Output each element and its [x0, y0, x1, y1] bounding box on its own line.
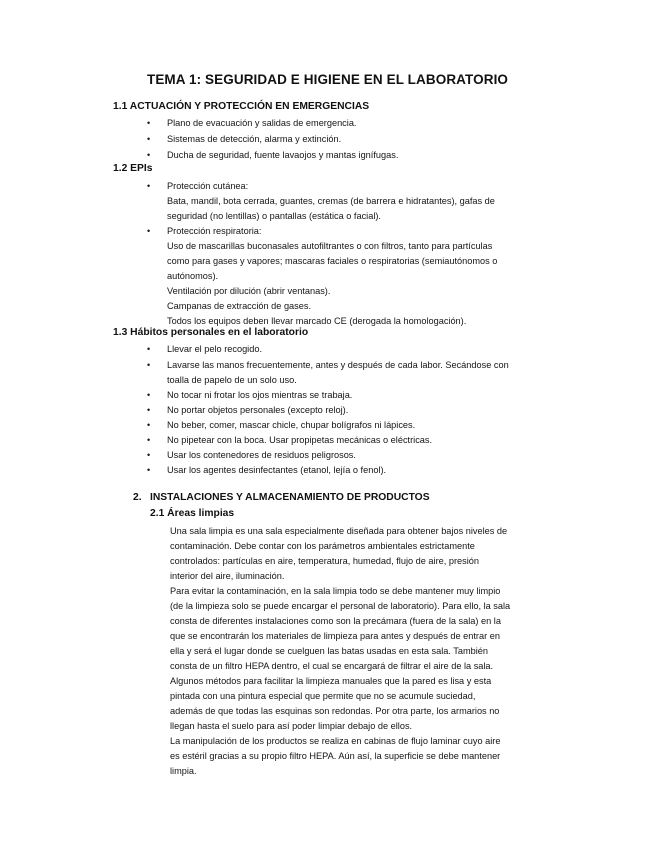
section-1-2-heading: 1.2 EPIs — [113, 163, 153, 174]
bullet-icon: • — [147, 118, 151, 128]
section-1-3-heading: 1.3 Hábitos personales en el laboratorio — [113, 327, 309, 338]
list-item-text: Usar los agentes desinfectantes (etanol, lejía o fenol). — [167, 465, 387, 475]
resp-line: Uso de mascarillas buconasales autofiltrantes o con filtros, tanto para partículas — [167, 241, 493, 251]
bullet-icon: • — [147, 150, 151, 160]
cutanea-line: seguridad (no lentillas) o pantallas (estática o facial). — [167, 211, 381, 221]
paragraph-line: interior del aire, iluminación. — [170, 571, 285, 581]
paragraph-line: llegan hasta el suelo para así poder limpiar debajo de ellos. — [170, 721, 413, 731]
bullet-icon: • — [147, 344, 151, 354]
list-item-text: Ducha de seguridad, fuente lavaojos y mantas ignífugas. — [167, 150, 399, 160]
page-title: TEMA 1: SEGURIDAD E HIGIENE EN EL LABORATORIO — [146, 72, 509, 87]
bullet-icon: • — [147, 390, 151, 400]
resp-line: autónomos). — [167, 271, 219, 281]
section-2-heading: INSTALACIONES Y ALMACENAMIENTO DE PRODUCTOS — [150, 492, 430, 503]
paragraph-line: Una sala limpia es una sala especialmente diseñada para obtener bajos niveles de — [170, 526, 508, 536]
list-item-text: Usar los contenedores de residuos peligrosos. — [167, 450, 356, 460]
list-item-text: No pipetear con la boca. Usar propipetas mecánicas o eléctricas. — [167, 435, 433, 445]
paragraph-line: controlados: partículas en aire, temperatura, humedad, flujo de aire, presión — [170, 556, 479, 566]
paragraph-line: consta de diferentes instalaciones como son la precámara (fuera de la sala) en la — [170, 616, 501, 626]
paragraph-line: consta de un filtro HEPA dentro, el cual se encargará de filtrar el aire de la sala. — [170, 661, 494, 671]
resp-line: Ventilación por dilución (abrir ventanas). — [167, 286, 331, 296]
bullet-icon: • — [147, 134, 151, 144]
section-2-1-heading: 2.1 Áreas limpias — [150, 508, 235, 519]
list-item-text: Llevar el pelo recogido. — [167, 344, 262, 354]
bullet-icon: • — [147, 360, 151, 370]
bullet-icon: • — [147, 226, 151, 236]
resp-line: Todos los equipos deben llevar marcado CE (derogada la homologación). — [167, 316, 467, 326]
list-item-text: Lavarse las manos frecuentemente, antes y después de cada labor. Secándose con — [167, 360, 509, 370]
section-2-number: 2. — [133, 492, 142, 503]
cutanea-title: Protección cutánea: — [167, 181, 249, 191]
paragraph-line: contaminación. Debe contar con los parámetros ambientales estrictamente — [170, 541, 475, 551]
paragraph-line: Algunos métodos para facilitar la limpieza manuales que la pared es lisa y esta — [170, 676, 492, 686]
bullet-icon: • — [147, 435, 151, 445]
resp-line: como para gases y vapores; mascaras faciales o respiratorias (semiautónomos o — [167, 256, 498, 266]
resp-line: Campanas de extracción de gases. — [167, 301, 312, 311]
bullet-icon: • — [147, 465, 151, 475]
bullet-icon: • — [147, 420, 151, 430]
paragraph-line: La manipulación de los productos se realiza en cabinas de flujo laminar cuyo aire — [170, 736, 501, 746]
list-item-text: No tocar ni frotar los ojos mientras se trabaja. — [167, 390, 353, 400]
bullet-icon: • — [147, 405, 151, 415]
paragraph-line: pintada con una pintura especial que permite que no se acumule suciedad, — [170, 691, 476, 701]
resp-title: Protección respiratoria: — [167, 226, 262, 236]
section-1-1-heading: 1.1 ACTUACIÓN Y PROTECCIÓN EN EMERGENCIAS — [113, 101, 370, 112]
paragraph-line: es estéril gracias a su propio filtro HEPA. Aún así, la superficie se debe mantener — [170, 751, 501, 761]
paragraph-line: Para evitar la contaminación, en la sala limpia todo se debe mantener muy limpio — [170, 586, 501, 596]
list-item-text: No beber, comer, mascar chicle, chupar bolígrafos ni lápices. — [167, 420, 416, 430]
bullet-icon: • — [147, 450, 151, 460]
list-item-text: Sistemas de detección, alarma y extinción. — [167, 134, 342, 144]
paragraph-line: ella y será el lugar donde se cuelguen las batas usadas en esta sala. También — [170, 646, 489, 656]
list-item-text: No portar objetos personales (excepto reloj). — [167, 405, 349, 415]
cutanea-line: Bata, mandil, bota cerrada, guantes, cremas (de barrera e hidratantes), gafas de — [167, 196, 495, 206]
paragraph-line: (de la limpieza solo se puede encargar el personal de laboratorio). Para ello, la sala — [170, 601, 511, 611]
paragraph-line: que se encontrarán los materiales de limpieza para antes y después de entrar en — [170, 631, 500, 641]
paragraph-line: además de que todas las esquinas son redondas. Por otra parte, los armarios no — [170, 706, 500, 716]
list-item-text: toalla de papelo de un solo uso. — [167, 375, 297, 385]
paragraph-line: limpia. — [170, 766, 197, 776]
bullet-icon: • — [147, 181, 151, 191]
list-item-text: Plano de evacuación y salidas de emergencia. — [167, 118, 357, 128]
